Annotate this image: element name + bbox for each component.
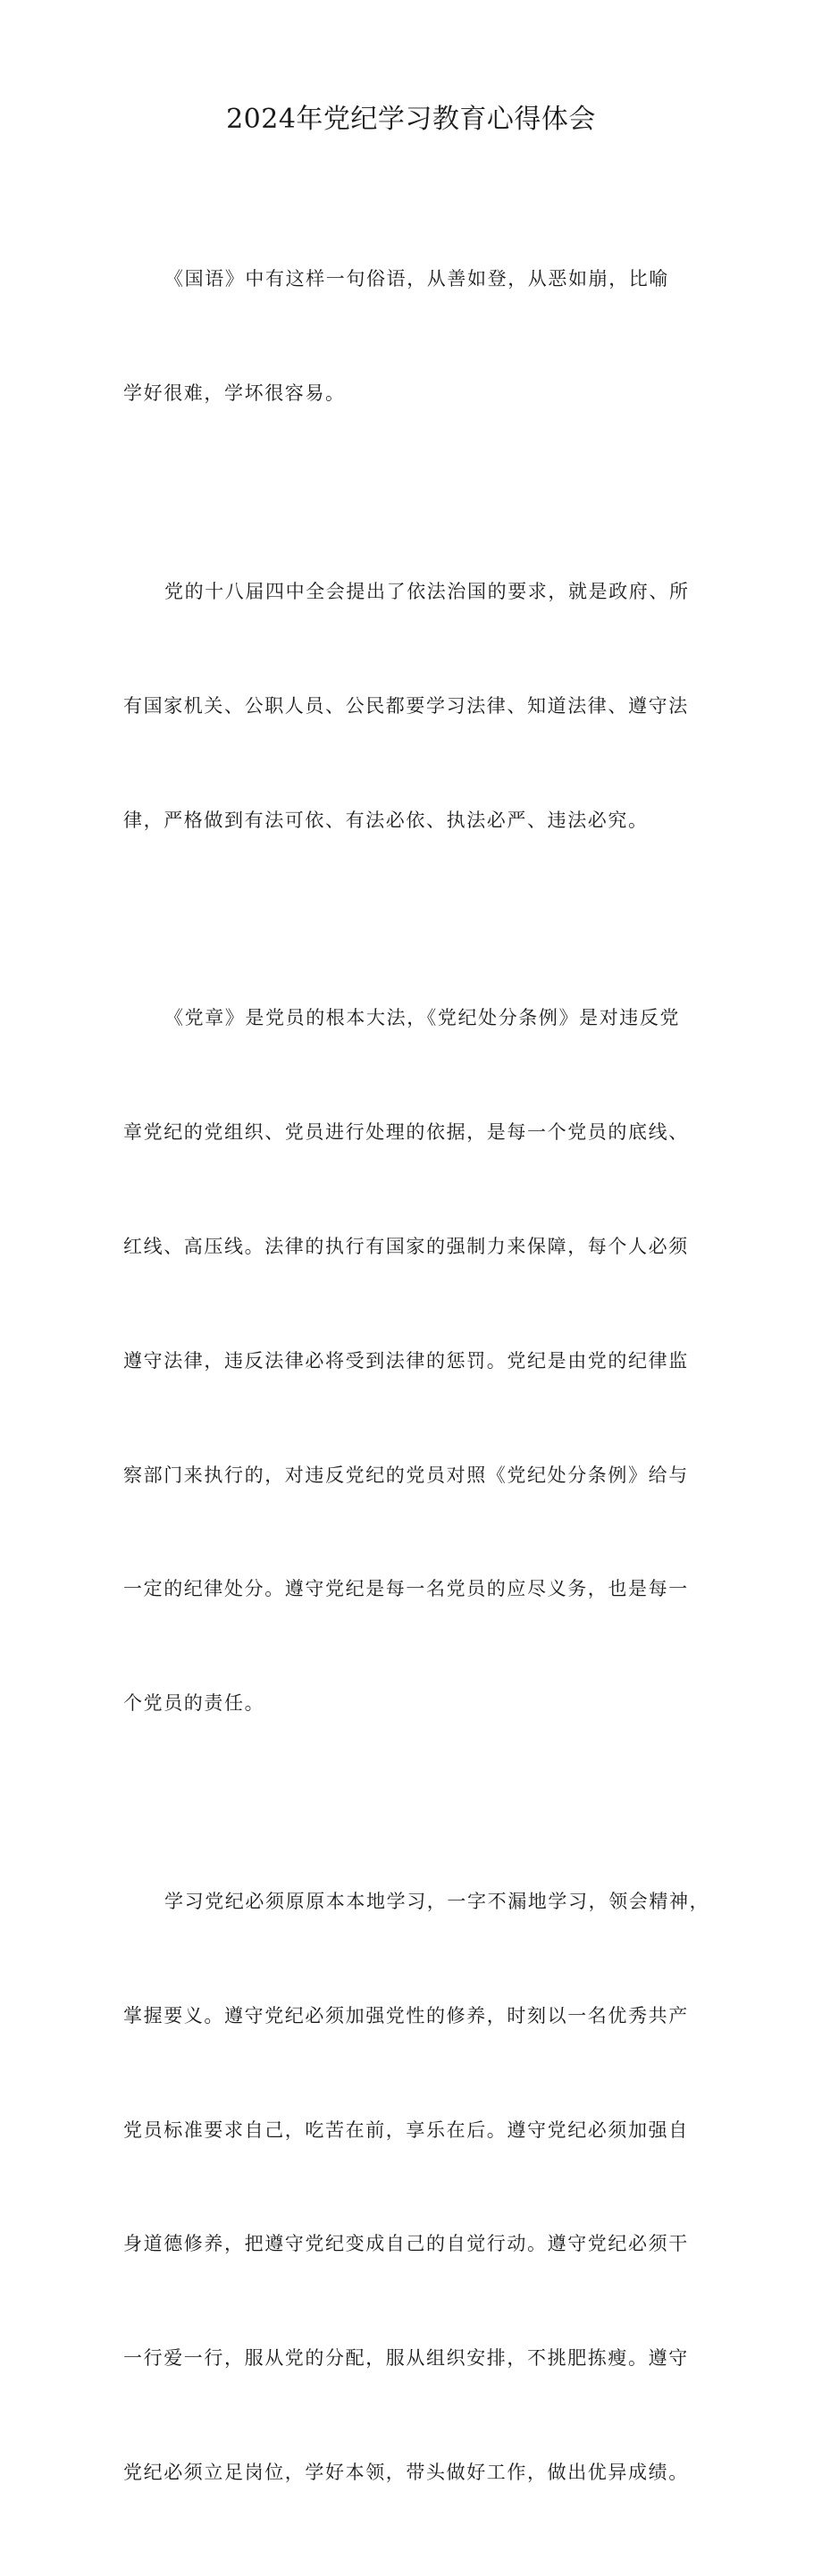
paragraph-line: 学习党纪必须原原本本地学习，一字不漏地学习，领会精神， — [164, 1891, 710, 1913]
paragraph-2 — [123, 497, 711, 916]
paragraph-line: 《党章》是党员的根本大法，《党纪处分条例》是对违反党 — [164, 1007, 681, 1029]
document-title: 2024年党纪学习教育心得体会 — [226, 104, 596, 135]
paragraph-line: 章党纪的党组织、党员进行处理的依据，是每一个党员的底线、 — [123, 1121, 689, 1144]
paragraph-line: 红线、高压线。法律的执行有国家的强制力来保障，每个人必须 — [123, 1236, 689, 1258]
paragraph-3 — [123, 923, 711, 1799]
paragraph-line: 一行爱一行，服从党的分配，服从组织安排，不挑肥拣瘦。遵守 — [123, 2347, 689, 2370]
paragraph-line: 有国家机关、公职人员、公民都要学习法律、知道法律、遵守法 — [123, 694, 689, 717]
paragraph-line: 遵守法律，违反法律必将受到法律的惩罚。党纪是由党的纪律监 — [123, 1349, 689, 1372]
paragraph-line: 党纪必须立足岗位，学好本领，带头做好工作，做出优异成绩。 — [123, 2462, 689, 2484]
paragraph-line: 掌握要义。遵守党纪必须加强党性的修养，时刻以一名优秀共产 — [123, 2004, 689, 2026]
paragraph-line: 一定的纪律处分。遵守党纪是每一名党员的应尽义务，也是每一 — [123, 1578, 689, 1600]
paragraph-1 — [123, 184, 711, 489]
document-body — [123, 184, 711, 2576]
paragraph-line: 学好很难，学坏很容易。 — [123, 382, 346, 404]
paragraph-line: 律，严格做到有法可依、有法必依、执法必严、违法必究。 — [123, 809, 649, 831]
paragraph-line: 党的十八届四中全会提出了依法治国的要求，就是政府、所 — [164, 580, 690, 602]
paragraph-line: 察部门来执行的，对违反党纪的党员对照《党纪处分条例》给与 — [123, 1464, 689, 1486]
paragraph-line: 个党员的责任。 — [123, 1692, 265, 1715]
paragraph-line: 《国语》中有这样一句俗语，从善如登，从恶如崩，比喻 — [164, 268, 669, 290]
paragraph-line: 身道德修养，把遵守党纪变成自己的自觉行动。遵守党纪必须干 — [123, 2233, 689, 2255]
paragraph-4 — [123, 1807, 711, 2568]
paragraph-line: 党员标准要求自己，吃苦在前，享乐在后。遵守党纪必须加强自 — [123, 2119, 689, 2141]
